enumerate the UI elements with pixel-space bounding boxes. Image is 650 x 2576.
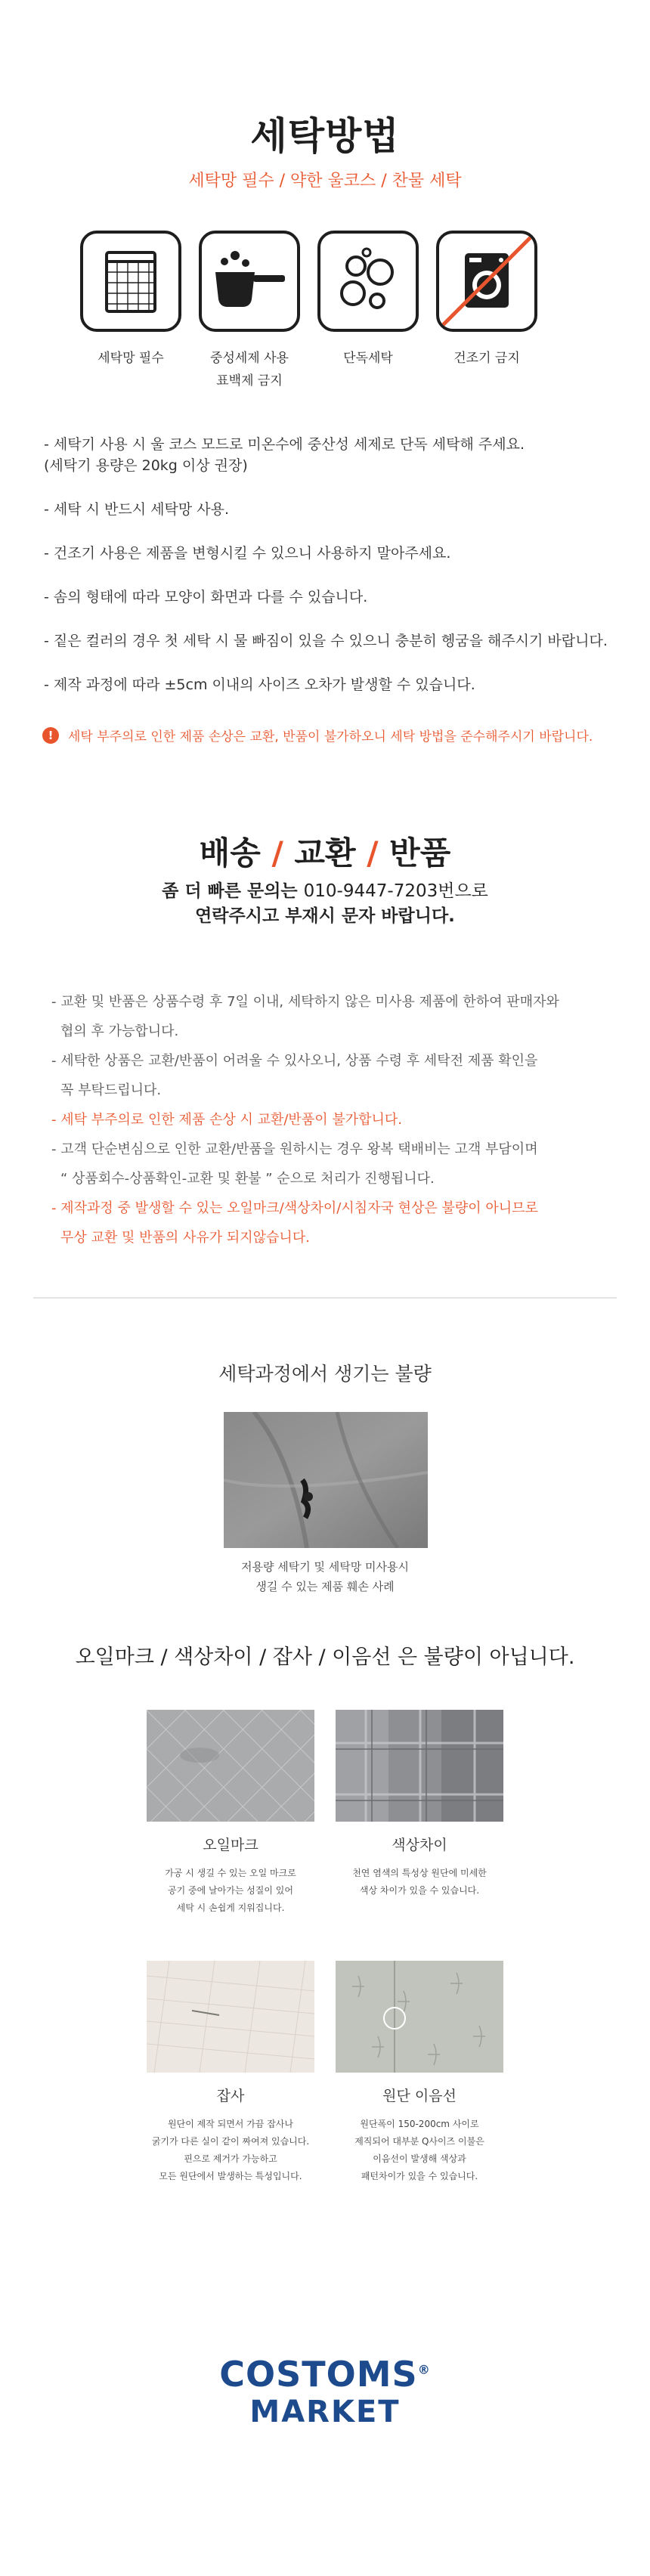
care-item-net: [74, 231, 187, 370]
contact-phone: 010-9447-7203: [303, 881, 438, 901]
shipping-title: [0, 828, 650, 874]
bubbles-icon: [317, 231, 419, 332]
card-color-diff: [336, 1710, 503, 1899]
wash-notes: [44, 434, 618, 718]
care-item-no-dryer: [430, 231, 543, 370]
shipping-title-slash: /: [367, 834, 379, 872]
card-desc: 천연 염색의 특성상 원단에 미세한 색상 차이가 있을 수 있습니다.: [352, 1868, 487, 1896]
wash-note: - 제작 과정에 따라 ±5cm 이내의 사이즈 오차가 발생할 수 있습니다.: [44, 677, 475, 693]
shipping-title-part: 배송: [199, 834, 261, 872]
card-seam: [336, 1961, 503, 2185]
color-diff-photo: [336, 1710, 503, 1822]
shipping-note-line: - 세탁 부주의로 인한 제품 손상 시 교환/반품이 불가합니다.: [51, 1112, 402, 1128]
card-title: 색상차이: [392, 1837, 447, 1853]
shipping-note-line: - 제작과정 중 발생할 수 있는 오일마크/색상차이/시침자국 현상은 불량이 아니므로: [51, 1200, 538, 1216]
card-desc: 가공 시 생길 수 있는 오일 마크로 공기 중에 날아가는 성질이 있어 세탁 시 손쉽게 지워집니다.: [165, 1868, 296, 1913]
shipping-note-line: 무상 교환 및 반품의 사유가 되지않습니다.: [60, 1230, 310, 1246]
care-label-solo: 단독세탁: [343, 351, 393, 366]
wash-note: - 건조기 사용은 제품을 변형시킬 수 있으니 사용하지 말아주세요.: [44, 545, 451, 562]
shipping-note-line: - 세탁한 상품은 교환/반품이 어려울 수 있사오니, 상품 수령 후 세탁전 제품 확인을: [51, 1053, 538, 1069]
section-divider: [33, 1297, 617, 1299]
stray-thread-photo: [147, 1961, 314, 2073]
warning-icon: !: [42, 727, 59, 744]
shipping-title-part: 반품: [389, 834, 451, 872]
defect-title: 세탁과정에서 생기는 불량: [218, 1363, 432, 1385]
care-label-net: 세탁망 필수: [98, 351, 164, 366]
contact-pre: 좀 더 빠른 문의는: [162, 881, 304, 901]
oil-mark-photo: [147, 1710, 314, 1822]
shipping-title-slash: /: [271, 834, 283, 872]
laundry-net-icon: [80, 231, 181, 332]
card-title: 오일마크: [203, 1837, 258, 1853]
shipping-contact: [0, 879, 650, 929]
wash-note: - 짙은 컬러의 경우 첫 세탁 시 물 빠짐이 있을 수 있으니 충분히 헹굼을 해주시기 바랍니다.: [44, 633, 608, 649]
not-defect-title: 오일마크 / 색상차이 / 잡사 / 이음선 은 불량이 아닙니다.: [75, 1646, 575, 1669]
brand-logo-line1: [0, 2354, 650, 2395]
care-item-solo: [311, 231, 425, 370]
card-desc: 원단이 제작 되면서 가끔 잡사나 굵기가 다른 실이 같이 짜여져 있습니다. 핀으로 제거가 가능하고 모든 원단에서 발생하는 특성입니다.: [151, 2119, 310, 2181]
brand-logo-line2: MARKET: [249, 2395, 401, 2429]
wash-note: - 세탁 시 반드시 세탁망 사용.: [44, 501, 229, 518]
care-item-detergent: [193, 231, 306, 392]
contact-line2: 연락주시고 부재시 문자 바랍니다.: [195, 906, 455, 926]
card-oil-mark: [147, 1710, 314, 1917]
defect-caption: 저용량 세탁기 및 세탁망 미사용시 생길 수 있는 제품 훼손 사례: [241, 1560, 409, 1593]
wash-subtitle: 세탁망 필수 / 약한 울코스 / 찬물 세탁: [188, 172, 462, 190]
shipping-note-line: “ 상품회수-상품확인-교환 및 환불 ” 순으로 처리가 진행됩니다.: [60, 1171, 435, 1187]
shipping-note-line: - 교환 및 반품은 상품수령 후 7일 이내, 세탁하지 않은 미사용 제품에 한하여 판매자와: [51, 994, 559, 1010]
card-stray-thread: [147, 1961, 314, 2185]
neutral-detergent-icon: [199, 231, 300, 332]
no-dryer-icon: [436, 231, 537, 332]
brand-name: COSTOMS: [219, 2354, 418, 2395]
wash-note: - 솜의 형태에 따라 모양이 화면과 다를 수 있습니다.: [44, 589, 368, 605]
shipping-note-line: 꼭 부탁드립니다.: [60, 1082, 162, 1098]
care-label-no-dryer: 건조기 금지: [453, 351, 520, 366]
seam-photo: [336, 1961, 503, 2073]
shipping-note-line: - 고객 단순변심으로 인한 교환/반품을 원하시는 경우 왕복 택배비는 고객 부담이며: [51, 1141, 538, 1157]
wash-title: 세탁방법: [250, 114, 400, 158]
shipping-note-line: 협의 후 가능합니다.: [60, 1023, 179, 1039]
wash-note: - 세탁기 사용 시 울 코스 모드로 미온수에 중산성 세제로 단독 세탁해 주세요. (세탁기 용량은 20kg 이상 권장): [44, 436, 525, 474]
wash-warning-text: 세탁 부주의로 인한 제품 손상은 교환, 반품이 불가하오니 세탁 방법을 준수해주시기 바랍니다.: [68, 729, 593, 745]
card-desc: 원단폭이 150-200cm 사이로 제직되어 대부분 Q사이즈 이불은 이음선이 발생해 색상과 패턴차이가 있을 수 있습니다.: [354, 2119, 484, 2181]
card-title: 잡사: [216, 2088, 245, 2104]
defect-photo: [224, 1412, 428, 1548]
contact-post: 번으로: [438, 881, 488, 901]
card-title: 원단 이음선: [382, 2088, 457, 2104]
shipping-title-part: 교환: [294, 834, 356, 872]
registered-mark: ®: [417, 2362, 431, 2377]
shipping-notes: [51, 987, 611, 1252]
care-label-detergent: 중성세제 사용 표백제 금지: [210, 351, 289, 389]
wash-warning: [42, 726, 617, 745]
